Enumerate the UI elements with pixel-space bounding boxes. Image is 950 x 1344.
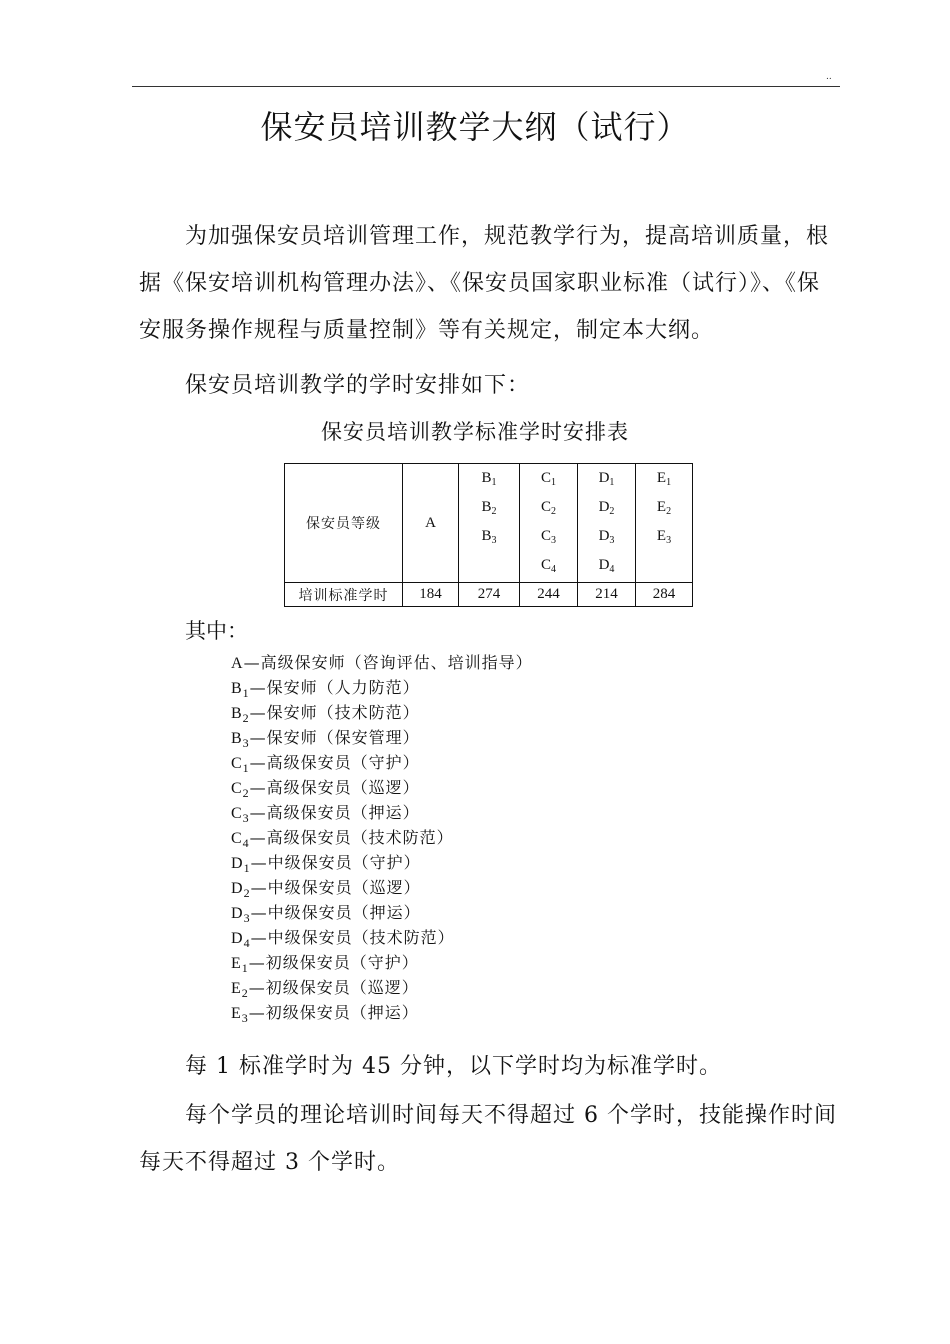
- legend-code-subscript: 2: [242, 786, 250, 800]
- grade-code-letter: C: [540, 557, 551, 573]
- legend-code-subscript: 3: [242, 811, 250, 825]
- grade-code-letter: D: [598, 499, 610, 515]
- grade-code: [459, 495, 519, 524]
- legend-code-letter: B: [231, 680, 243, 697]
- legend-code: [231, 730, 250, 750]
- grade-code-subscript: 3: [551, 535, 556, 546]
- grade-legend: [231, 650, 533, 1025]
- legend-item: [231, 775, 533, 800]
- legend-code: [231, 655, 244, 672]
- legend-code: [231, 780, 250, 800]
- legend-item: [231, 650, 533, 675]
- legend-item: [231, 850, 533, 875]
- grade-code: [520, 495, 577, 524]
- grade-code: [636, 495, 692, 524]
- legend-item: [231, 875, 533, 900]
- legend-item: [231, 1000, 533, 1025]
- legend-code-letter: C: [231, 780, 243, 797]
- grade-code-subscript: 1: [551, 477, 556, 488]
- legend-item: [231, 925, 533, 950]
- grade-code-subscript: 1: [666, 477, 672, 488]
- legend-item: [231, 725, 533, 750]
- grade-code-subscript: 2: [609, 506, 615, 517]
- grade-code: [459, 524, 519, 553]
- grade-code: [459, 466, 519, 495]
- legend-item: [231, 950, 533, 975]
- grade-code-letter: D: [598, 557, 610, 573]
- grade-cell-e: [636, 464, 693, 583]
- standard-hour-note: 每 1 标准学时为 45 分钟，以下学时均为标准学时。: [185, 1054, 722, 1079]
- legend-code-letter: E: [231, 980, 242, 997]
- legend-code-subscript: 1: [243, 861, 251, 875]
- legend-item: [231, 900, 533, 925]
- legend-code-letter: E: [231, 955, 242, 972]
- grade-code-subscript: 3: [491, 535, 497, 546]
- legend-text: —高级保安员（守护）: [249, 753, 420, 772]
- legend-code: [231, 805, 250, 825]
- header-rule: [132, 86, 840, 87]
- intro-paragraph: 为加强保安员培训管理工作，规范教学行为，提高培训质量，根据《保安培训机构管理办法》、《保安员国家职业标准（试行）》、《保安服务操作规程与质量控制》等有关规定，制定本大纲。: [139, 224, 830, 343]
- legend-item: [231, 675, 533, 700]
- grade-code: [578, 553, 635, 582]
- hours-row: [285, 583, 693, 607]
- hours-table: [284, 463, 693, 607]
- legend-code: [231, 880, 251, 900]
- grade-code-subscript: 1: [609, 477, 615, 488]
- legend-text: —中级保安员（押运）: [250, 903, 421, 922]
- legend-text: —高级保安员（巡逻）: [249, 778, 420, 797]
- hours-cell-e: 284: [636, 583, 693, 607]
- legend-code-letter: C: [231, 755, 243, 772]
- legend-text: —高级保安师（咨询评估、培训指导）: [243, 653, 533, 672]
- grade-code-letter: C: [540, 470, 551, 486]
- grade-cell-c: [520, 464, 578, 583]
- legend-code-letter: C: [231, 830, 243, 847]
- grade-code: [520, 466, 577, 495]
- grade-code-letter: D: [598, 470, 610, 486]
- legend-text: —初级保安员（守护）: [248, 953, 419, 972]
- grade-code-letter: B: [481, 499, 492, 515]
- legend-code-subscript: 4: [243, 936, 251, 950]
- legend-code-letter: D: [231, 930, 244, 947]
- grade-code-subscript: 2: [491, 506, 497, 517]
- legend-text: —保安师（人力防范）: [249, 678, 420, 697]
- grade-code: [520, 524, 577, 553]
- grade-code-letter: A: [425, 514, 436, 531]
- grade-code: [636, 466, 692, 495]
- grade-code-letter: B: [481, 470, 492, 486]
- grade-code-subscript: 3: [666, 535, 672, 546]
- grade-code-subscript: 4: [551, 564, 556, 575]
- grade-code: [578, 524, 635, 553]
- grade-code-subscript: 2: [551, 506, 556, 517]
- legend-code: [231, 855, 251, 875]
- legend-code: [231, 705, 250, 725]
- hours-cell-c: 244: [520, 583, 578, 607]
- legend-code-subscript: 1: [242, 686, 250, 700]
- legend-code-subscript: 2: [243, 886, 251, 900]
- hours-cell-b: 274: [459, 583, 520, 607]
- grade-label: 保安员等级: [285, 464, 403, 583]
- legend-text: —保安师（技术防范）: [249, 703, 420, 722]
- legend-code-letter: E: [231, 1005, 242, 1022]
- grade-code: [403, 515, 458, 532]
- grade-code-letter: B: [481, 528, 492, 544]
- header-mark: ..: [826, 72, 832, 82]
- legend-text: —初级保安员（巡逻）: [248, 978, 419, 997]
- legend-code-subscript: 4: [242, 836, 250, 850]
- grade-cell-d: [578, 464, 636, 583]
- grade-code: [578, 466, 635, 495]
- legend-code: [231, 1005, 249, 1025]
- legend-item: [231, 800, 533, 825]
- grade-code-subscript: 2: [666, 506, 672, 517]
- legend-code-subscript: 3: [241, 1011, 249, 1025]
- table-caption: 保安员培训教学标准学时安排表: [321, 420, 629, 444]
- legend-code-letter: B: [231, 705, 243, 722]
- grade-code-letter: E: [656, 470, 667, 486]
- legend-code: [231, 955, 249, 975]
- legend-code: [231, 930, 251, 950]
- legend-code-letter: C: [231, 805, 243, 822]
- grade-code: [578, 495, 635, 524]
- grade-code: [520, 553, 577, 582]
- legend-code-letter: D: [231, 905, 244, 922]
- legend-text: —中级保安员（技术防范）: [250, 928, 455, 947]
- legend-code-letter: B: [231, 730, 243, 747]
- grade-code-subscript: 4: [609, 564, 615, 575]
- legend-text: —初级保安员（押运）: [248, 1003, 419, 1022]
- legend-text: —保安师（保安管理）: [249, 728, 420, 747]
- legend-code-letter: D: [231, 880, 244, 897]
- legend-heading: 其中：: [185, 619, 248, 643]
- legend-code-letter: D: [231, 855, 244, 872]
- grade-code-letter: E: [656, 528, 667, 544]
- legend-code-subscript: 2: [242, 711, 250, 725]
- legend-code: [231, 905, 251, 925]
- grade-code-letter: C: [540, 528, 551, 544]
- legend-item: [231, 750, 533, 775]
- legend-item: [231, 975, 533, 1000]
- grade-code-letter: C: [540, 499, 551, 515]
- grade-cell-a: [403, 464, 459, 583]
- grade-code-subscript: 1: [491, 477, 497, 488]
- hours-cell-a: 184: [403, 583, 459, 607]
- grade-code-letter: E: [656, 499, 667, 515]
- grade-code-subscript: 3: [609, 535, 615, 546]
- legend-item: [231, 700, 533, 725]
- legend-code-letter: A: [231, 655, 244, 672]
- page-title: 保安员培训教学大纲（试行）: [260, 108, 690, 146]
- legend-code-subscript: 2: [241, 986, 249, 1000]
- legend-code: [231, 755, 250, 775]
- hours-label: 培训标准学时: [285, 583, 403, 607]
- legend-code-subscript: 3: [242, 736, 250, 750]
- legend-text: —高级保安员（押运）: [249, 803, 420, 822]
- grade-code: [636, 524, 692, 553]
- legend-code: [231, 680, 250, 700]
- grade-cell-b: [459, 464, 520, 583]
- legend-code-subscript: 1: [241, 961, 249, 975]
- daily-limit-note: 每个学员的理论培训时间每天不得超过 6 个学时，技能操作时间每天不得超过 3 个学时。: [139, 1103, 837, 1175]
- legend-item: [231, 825, 533, 850]
- schedule-intro: 保安员培训教学的学时安排如下：: [185, 373, 531, 398]
- legend-code-subscript: 1: [242, 761, 250, 775]
- legend-code: [231, 830, 250, 850]
- legend-text: —高级保安员（技术防范）: [249, 828, 454, 847]
- hours-cell-d: 214: [578, 583, 636, 607]
- grade-row: [285, 464, 693, 583]
- grade-code-letter: D: [598, 528, 610, 544]
- legend-text: —中级保安员（巡逻）: [250, 878, 421, 897]
- legend-code: [231, 980, 249, 1000]
- legend-text: —中级保安员（守护）: [250, 853, 421, 872]
- legend-code-subscript: 3: [243, 911, 251, 925]
